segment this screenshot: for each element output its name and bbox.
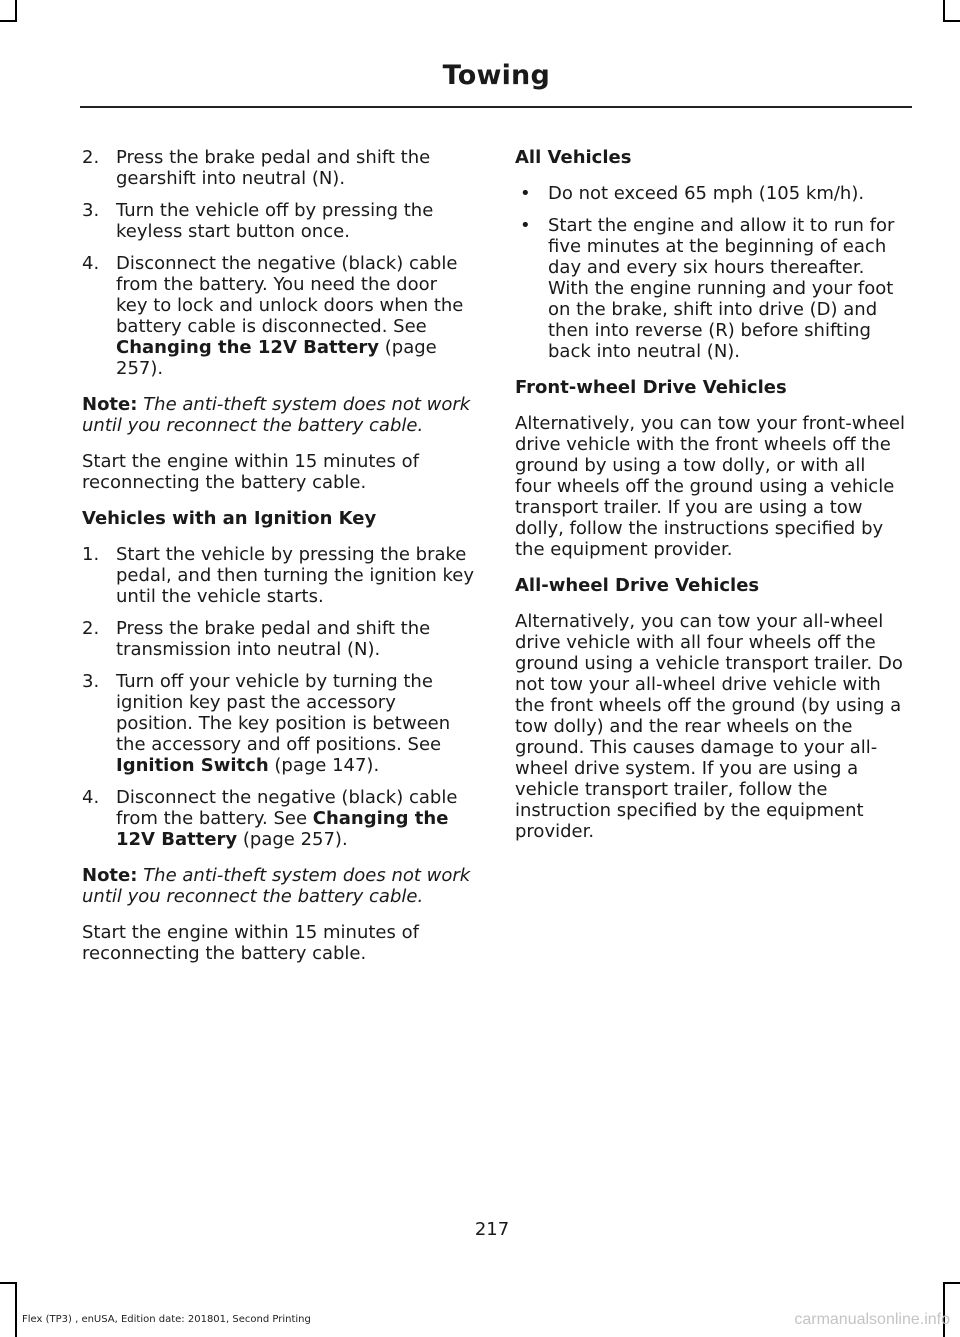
list-text: Turn the vehicle off by pressing the keyless start button once. [116,200,434,242]
paragraph: Start the engine within 15 minutes of reconnecting the battery cable. [82,922,419,964]
crop-mark [15,1282,17,1337]
crop-mark [0,20,17,22]
note [82,394,474,436]
cross-reference-link[interactable]: Changing the 12V Battery [116,808,449,850]
list-item [82,787,474,850]
page-reference: (page 257). [242,829,348,850]
bullet-item [515,183,907,204]
list-item [82,253,474,379]
note-text: The anti-theft system does not work until you reconnect the battery cable. [82,865,471,907]
left-column [82,147,474,979]
list-number: 3. [82,200,100,221]
crop-mark [15,0,17,22]
crop-mark [943,20,960,22]
edition-footer: Flex (TP3) , enUSA, Edition date: 201801, Second Printing [22,1314,311,1325]
bullet-text: Start the engine and allow it to run for five minutes at the beginning of each day and every six hours thereafter. With the engine running and your foot on the brake, shift into drive (D) and then into reverse (R) before shifting back into neutral (N). [548,215,895,362]
page-reference: (page 257). [116,337,437,379]
paragraph: Alternatively, you can tow your front-wheel drive vehicle with the front wheels off the ground by using a tow dolly, or with all four wheels off the ground using a vehicle transport trailer. If you are using a tow dolly, follow the instructions specified by the equipment provider. [515,413,906,560]
list-item [82,618,474,660]
cross-reference-link[interactable]: Changing the 12V Battery [116,337,380,358]
list-text: Turn off your vehicle by turning the ignition key past the accessory position. The key position is between the accessory and off positions. See [116,671,451,755]
list-text: Press the brake pedal and shift the gearshift into neutral (N). [116,147,431,189]
bullet-mark: • [520,215,531,236]
bullet-item [515,215,907,362]
note-label: Note: [82,394,138,415]
bullet-mark: • [520,183,531,204]
page-title: Towing [442,60,550,91]
cross-reference-link[interactable]: Ignition Switch [116,755,269,776]
watermark: carmanualsonline.info [794,1311,950,1328]
page-reference: (page 147). [274,755,380,776]
note-text: The anti-theft system does not work until you reconnect the battery cable. [82,394,471,436]
section-heading: All-wheel Drive Vehicles [515,575,760,596]
list-item [82,147,474,189]
list-number: 1. [82,544,100,565]
crop-mark [0,1282,17,1284]
header-divider [80,106,912,108]
list-number: 2. [82,618,100,639]
crop-mark [943,1282,960,1284]
page-number: 217 [474,1219,510,1240]
note-label: Note: [82,865,138,886]
section-heading: Vehicles with an Ignition Key [82,508,377,529]
list-item [82,671,474,776]
list-text: Disconnect the negative (black) cable from the battery. You need the door key to lock and unlock doors when the battery cable is disconnected. See [116,253,464,337]
bullet-text: Do not exceed 65 mph (105 km/h). [548,183,865,204]
list-text: Press the brake pedal and shift the transmission into neutral (N). [116,618,431,660]
list-item [82,200,474,242]
list-number: 4. [82,253,100,274]
paragraph: Start the engine within 15 minutes of reconnecting the battery cable. [82,451,419,493]
list-text: Disconnect the negative (black) cable from the battery. See [116,787,458,829]
right-column [515,147,907,857]
list-item [82,544,474,607]
list-number: 2. [82,147,100,168]
list-text: Start the vehicle by pressing the brake pedal, and then turning the ignition key until the vehicle starts. [116,544,474,607]
list-number: 4. [82,787,100,808]
section-heading: Front-wheel Drive Vehicles [515,377,787,398]
paragraph: Alternatively, you can tow your all-wheel drive vehicle with all four wheels off the ground using a vehicle transport trailer. Do not tow your all-wheel drive vehicle with the front wheels off the ground (by using a tow dolly) and the rear wheels on the ground. This causes damage to your all-wheel drive system. If you are using a vehicle transport trailer, follow the instruction specified by the equipment provider. [515,611,903,842]
section-heading: All Vehicles [515,147,632,168]
crop-mark [943,0,945,22]
note [82,865,474,907]
list-number: 3. [82,671,100,692]
